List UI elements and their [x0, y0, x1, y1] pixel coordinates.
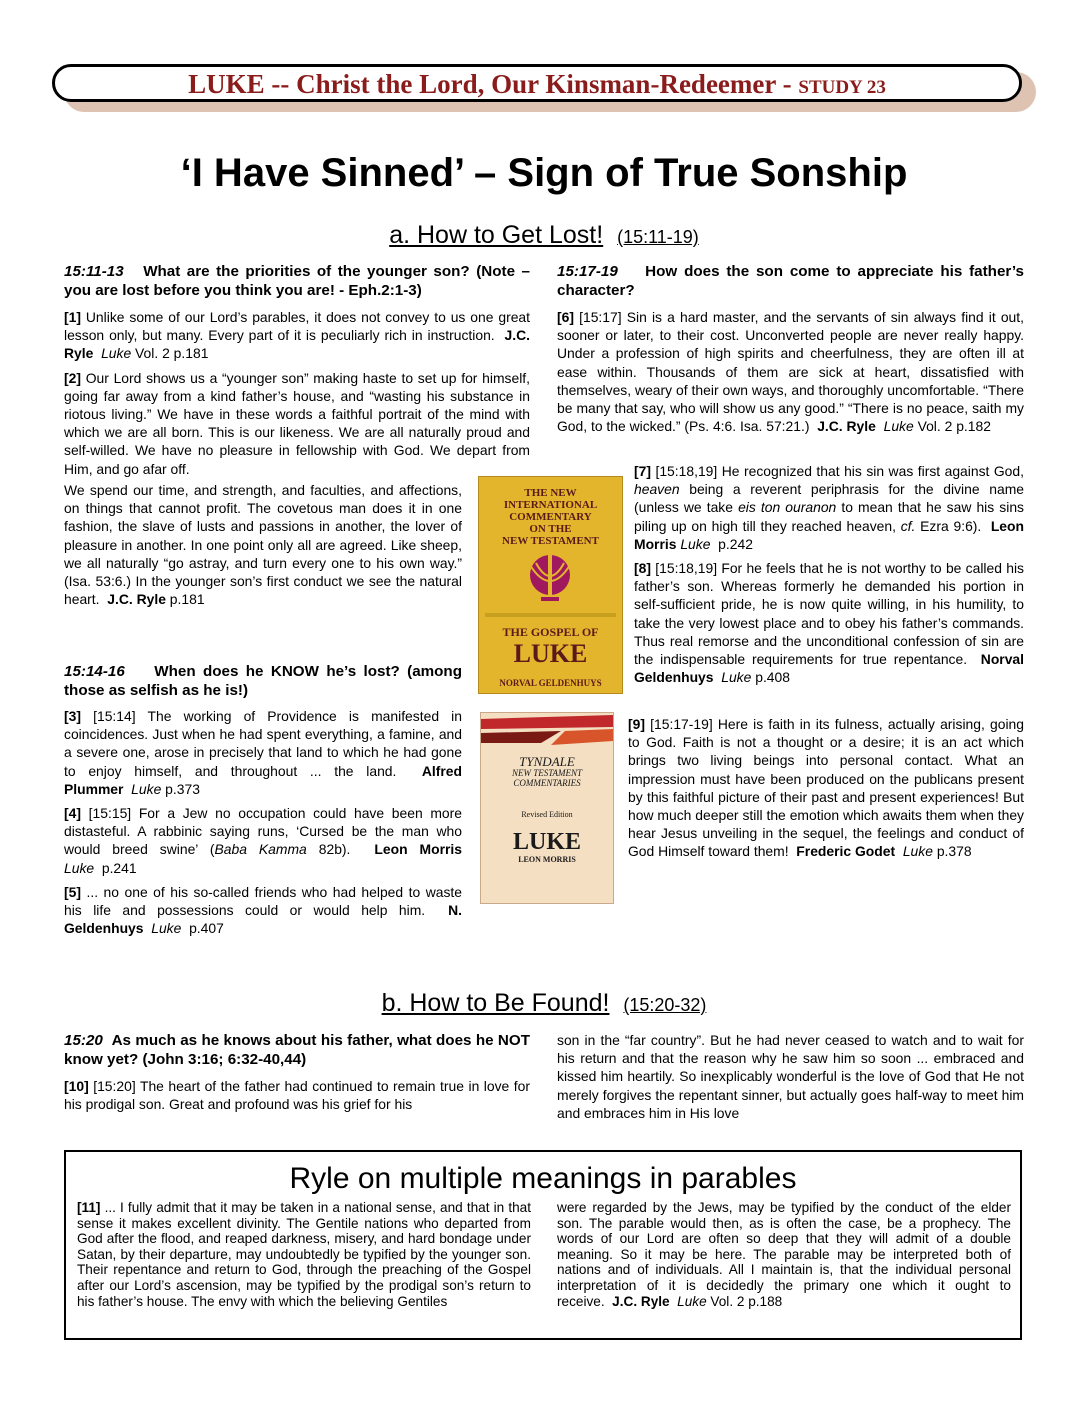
box-title: Ryle on multiple meanings in parables — [289, 1162, 797, 1195]
cover-stripes — [481, 713, 613, 749]
left-column-b — [64, 1031, 530, 1119]
question-4: 15:20 As much as he knows about his father, what does he NOT know yet? (John 3:16; 6:32-40,44) — [64, 1032, 530, 1068]
quote-2-continued: We spend our time, and strength, and faculties, and affections, on things that cannot profit. The covetous man does it in one fashion, the slave of lusts and passions in another, the lover of pleasure in another. In one point only all are agreed. Like sheep, we all naturally “go astray, and turn every one to his own way.” (Isa. 53:6.) In the younger son’s first conduct we see the natural heart. J.C. Ryle p.181 — [64, 482, 462, 608]
quote-4: [4] [15:15] For a Jew no occupation could have been more distasteful. A rabbinic saying runs, ‘Cursed be the man who would breed swine’ (Baba Kamma 82b). Leon Morris Luke p.241 — [64, 805, 463, 876]
left-column-a2 — [64, 662, 462, 943]
quote-2: [2] Our Lord shows us a “younger son” making haste to set up for himself, going far away from a kind father’s house, and “wasting his substance in riotous living.” We have in these words a faithful portrait of the mind with which we are all born. This is our likeness. We are all naturally proud and self-willed. We have no pleasure in fellowship with God. We depart from Him, and go afar off. — [64, 369, 530, 477]
quote-7: [7] [15:18,19] He recognized that his sin was first against God, heaven being a reverent periphrasis for the divine name (unless we take eis ton ouranon to mean that he saw his sins piling up on high till they reached heaven, cf. Ezra 9:6). Leon Morris Luke p.242 — [634, 463, 1024, 552]
question-3: 15:17-19 How does the son come to appreciate his father’s character? — [557, 263, 1024, 299]
quote-11: [11] ... I fully admit that it may be taken in a national sense, and that in that sense it makes excellent divinity. The Gentile nations who departed from God after the flood, and reaped darkness, misery, and hard bondage under Satan, by their departure, may undoubtedly be typified by the younger son. Their repentance and return to God, through the preaching of the Gospel after our Lord’s ascension, may be typified by the prodigal son’s return to his father’s house. The envy with which the believing Gentiles — [77, 1200, 531, 1309]
quote-9: [9] [15:17-19] Here is faith in its fulness, actually arising, going to God. Faith is not a thought or a desire; it is an act which brings two living beings into personal contact. What an impression must have been produced on the publicans present by this faithful picture of their past and present experiences! But how much deeper still the emotion which awaits them when they hear Jesus unveiling in the sequel, the feelings and conduct of God Himself toward them! Frederic Godet Luke p.378 — [628, 716, 1025, 860]
quote-5: [5] ... no one of his so-called friends who had helped to waste his life and possessions could or would help him. N. Geldenhuys Luke p.407 — [64, 883, 462, 937]
series-banner — [52, 64, 1022, 102]
right-column-a3 — [628, 715, 1024, 867]
quote-6: [6] [15:17] Sin is a hard master, and the servants of sin always find it out, sooner or later, to their cost. Unconverted people are never really happy. Under a profession of high spirits and cheerfulness, they are often ill at ease within. Thousands of them are sick at heart, dissatisfied with themselves, weary of their own ways, and thoroughly uncomfortable. “There be many that say, who will show us any good.” “There is no peace, saith my God, to the wicked.” (Ps. 4:6. Isa. 57:21.) J.C. Ryle Luke Vol. 2 p.182 — [557, 309, 1024, 435]
right-column-a — [557, 262, 1024, 441]
book-cover-morris: TYNDALE NEW TESTAMENT COMMENTARIES Revised Edition LUKE LEON MORRIS — [480, 712, 614, 904]
right-column-b — [557, 1031, 1024, 1128]
question-2: 15:14-16 When does he KNOW he’s lost? (among those as selfish as he is!) — [64, 663, 462, 699]
banner-title: LUKE -- Christ the Lord, Our Kinsman-Redeemer - — [188, 69, 799, 99]
quote-11-continued: were regarded by the Jews, may be typified by the conduct of the elder son. The parable would then, as is often the case, be a prophecy. The words of our Lord are often so deep that they will admit of a double meaning. So it may be here. The parable may be interpreted both of nations and of individuals. All I maintain is, that the individual personal interpretation of it is decidedly the primary one which it ought to receive. J.C. Ryle Luke Vol. 2 p.188 — [557, 1200, 1011, 1309]
menorah-icon — [479, 549, 622, 609]
page-title: ‘I Have Sinned’ – Sign of True Sonship — [180, 151, 908, 195]
quote-3: [3] [15:14] The working of Providence is manifested in coincidences. Just when he had spent everything, a famine, and a severe one, arose in precisely that land to which he had gone to enjoy himself, and throughout ... the land. Alfred Plummer Luke p.373 — [64, 708, 462, 797]
quote-10-continued: son in the “far country”. But he had never ceased to watch and to wait for his return and that the reason why he saw him so soon ... embraced and kissed him heartily. So inexplicably wonderful is the love of God that He not merely forgives the repentant sinner, but actually goes half-way to meet him and embraces him in His love — [557, 1032, 1024, 1121]
box-left-column — [77, 1200, 531, 1309]
box-right-column — [557, 1200, 1011, 1309]
question-1: 15:11-13 What are the priorities of the younger son? (Note – you are lost before you think you are! - Eph.2:1-3) — [64, 263, 530, 299]
quote-10: [10] [15:20] The heart of the father had continued to remain true in love for his prodigal son. Great and profound was his grief for his — [64, 1078, 531, 1113]
quote-8: [8] [15:18,19] For he feels that he is not worthy to be called his father’s son. Whereas formerly he demanded his portion in self-sufficient pride, he is now quite willing, in his humility, to take the very lowest place and to obey his father’s commands. Thus real remorse and the unconditional confession of sin are the indispensable requirements for true repentance. Norval Geldenhuys Luke p.408 — [634, 560, 1025, 686]
section-b-heading: b. How to Be Found! (15:20-32) — [381, 989, 707, 1017]
book-cover-geldenhuys: THE NEW INTERNATIONAL COMMENTARY ON THE NEW TESTAMENT THE GOSPEL OF LUKE NORVAL GELDENHUYS — [478, 476, 623, 694]
quote-1: [1] Unlike some of our Lord’s parables, it does not convey to us one great lesson only, but many. Every part of it is peculiarly rich in instruction. J.C. Ryle Luke Vol. 2 p.181 — [64, 309, 531, 362]
right-column-a2 — [634, 462, 1024, 692]
left-column-a — [64, 262, 530, 478]
study-number: STUDY 23 — [798, 77, 886, 98]
section-a-heading: a. How to Get Lost! (15:11-19) — [389, 221, 699, 249]
